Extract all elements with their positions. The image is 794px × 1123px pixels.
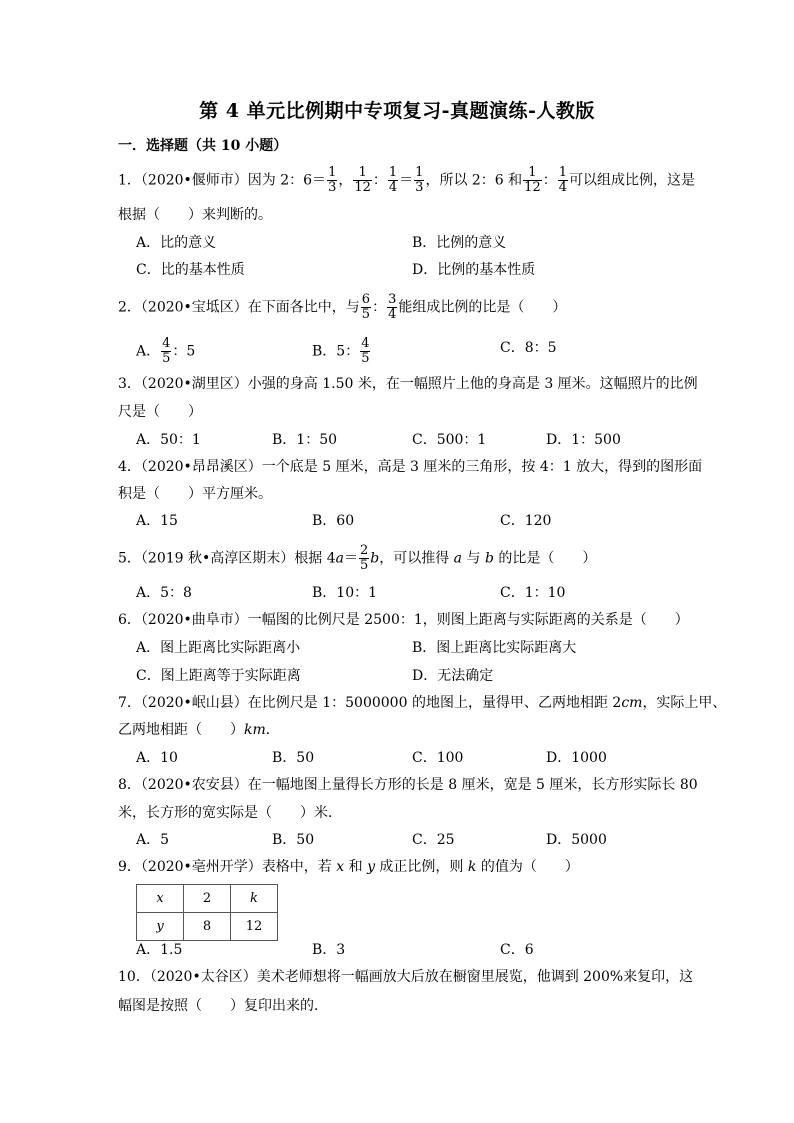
table-cell: 8 [184,913,231,941]
variable: a [453,550,463,567]
variable: x [336,859,345,875]
option-label: A． [136,343,161,360]
question-8-line-2: 米，长方形的宽实际是（ ）米． [118,805,342,821]
denominator: 3 [415,180,424,195]
unit: cm [621,695,643,711]
question-2-text: ： [372,299,387,316]
question-6-line-1: 6．（2020•曲阜市）一幅图的比例尺是 2500：1，则图上距离与实际距离的关系是（ ） [118,612,689,628]
numerator: 2 [359,543,369,558]
option-a[interactable]: A．图上距离比实际距离小 [136,640,301,656]
table-cell: k [231,885,278,913]
table-cell: x [137,885,184,913]
option-d[interactable]: D．1：500 [546,432,621,448]
numerator: 1 [523,166,542,181]
numerator: 4 [361,336,370,351]
table-cell: 12 [231,913,278,941]
option-c[interactable]: C．120 [500,513,552,529]
question-10-line-2: 幅图是按照（ ）复印出来的． [118,998,328,1014]
question-5-text: ＝ [343,550,358,567]
question-2-text: 能组成比例的比是（ ） [398,299,567,316]
fraction [361,293,371,322]
question-1-line-2: 根据（ ）来判断的。 [118,207,272,223]
proportion-table [136,884,278,941]
option-c[interactable]: C．100 [412,750,464,766]
fraction [360,337,370,366]
option-b[interactable] [312,337,371,366]
denominator: 12 [354,180,371,195]
question-3-line-2: 尺是（ ） [118,404,202,420]
option-d[interactable]: D．比例的基本性质 [412,262,536,278]
option-c[interactable]: C．图上距离等于实际距离 [136,668,301,684]
option-c[interactable]: C．8：5 [500,340,557,356]
table-cell: 2 [184,885,231,913]
question-1-text: ＝ [399,172,414,189]
fraction [161,337,171,366]
question-3-line-1: 3．（2020•湖里区）小强的身高 1.50 米，在一幅照片上他的身高是 3 厘米。这幅照片的比例 [118,376,698,392]
numerator: 1 [353,166,372,181]
option-d[interactable]: D．1000 [546,750,607,766]
question-5-text: 5．（2019 秋•高淳区期末）根据 4 [118,550,336,567]
page-title: 第 4 单元比例期中专项复习-真题演练-人教版 [199,100,595,122]
fraction [387,293,397,322]
denominator: 12 [524,180,541,195]
numerator: 4 [162,336,171,351]
option-a[interactable]: A．5 [136,832,170,848]
question-4-line-1: 4．（2020•昂昂溪区）一个底是 5 厘米，高是 3 厘米的三角形，按 4：1 放大，得到的图形面 [118,459,703,475]
table-cell: y [137,913,184,941]
option-c[interactable]: C．1：10 [500,585,566,601]
question-1-text: ， [338,172,353,189]
question-9-text: 的值为（ ） [476,859,579,875]
question-2-line-1 [118,293,566,322]
option-b[interactable]: B．10：1 [312,585,378,601]
numerator: 3 [388,292,397,307]
denominator: 5 [162,351,171,366]
question-7-text: ． [265,722,280,738]
question-1-text: 可以组成比例，这是 [569,172,695,189]
option-a[interactable]: A．1.5 [136,942,183,958]
numerator: 1 [388,165,398,180]
question-2-text: 2．（2020•宝坻区）在下面各比中，与 [118,299,360,316]
option-label: ：5 [172,343,196,360]
option-b[interactable]: B．50 [272,832,315,848]
question-7-text: 乙两地相距（ ） [118,722,244,738]
variable: b [484,550,494,567]
denominator: 5 [361,351,370,366]
question-7-line-1 [118,693,726,713]
question-1-text: ： [542,172,557,189]
option-a[interactable]: A．比的意义 [136,235,217,251]
question-5-text: 的比是（ ） [493,550,597,567]
option-b[interactable]: B．3 [312,942,346,958]
question-5-text: 与 [462,550,485,567]
fraction [327,166,337,195]
option-b[interactable]: B．比例的意义 [412,235,507,251]
numerator: 1 [328,165,337,180]
question-5-text: ，可以推得 [379,550,454,567]
table-row [137,913,278,941]
variable: y [367,859,375,875]
question-7-line-2 [118,720,280,740]
option-a[interactable]: A．5：8 [136,585,192,601]
option-b[interactable]: B．60 [312,513,355,529]
option-d[interactable]: D．无法确定 [412,668,494,684]
fraction [523,166,542,195]
question-1-text: ，所以 2：6 和 [425,172,523,189]
option-b[interactable]: B．图上距离比实际距离大 [412,640,577,656]
denominator: 5 [361,307,371,322]
option-c[interactable]: C．6 [500,942,534,958]
question-9-text: 9．（2020•亳州开学）表格中，若 [118,859,337,875]
option-b[interactable]: B．1：50 [272,432,338,448]
option-c[interactable]: C．比的基本性质 [136,262,245,278]
numerator: 1 [558,165,567,180]
option-b[interactable]: B．50 [272,750,315,766]
question-1-line-1 [118,166,695,195]
question-10-line-1: 10．（2020•太谷区）美术老师想将一幅画放大后放在橱窗里展览，他调到 200%来复印，这 [118,969,694,985]
option-d[interactable]: D．5000 [546,832,607,848]
section-heading: 一．选择题（共 10 小题） [118,138,288,154]
unit: km [244,722,266,738]
question-7-text: ，实际上甲、 [642,695,727,711]
fraction [388,166,398,195]
variable: k [467,859,477,875]
question-9-text: 成正比例，则 [374,859,468,875]
variable: a [335,550,344,567]
question-5-line-1 [118,544,596,573]
denominator: 4 [388,180,398,195]
option-a[interactable]: A．50：1 [136,432,201,448]
fraction [558,166,568,195]
question-4-line-2: 积是（ ）平方厘米。 [118,486,272,502]
table-row [137,885,278,913]
question-9-text: 和 [344,859,368,875]
option-a[interactable]: A．15 [136,513,178,529]
option-c[interactable]: C．25 [412,832,455,848]
option-label: B．5： [312,343,360,360]
question-1-text: ： [372,172,387,189]
variable: b [370,550,380,567]
question-8-line-1: 8．（2020•农安县）在一幅地图上量得长方形的长是 8 厘米，宽是 5 厘米，长方形实际长 80 [118,777,698,793]
option-a[interactable] [136,337,195,366]
question-9-line-1 [118,857,579,877]
question-1-text: 1．（2020•偃师市）因为 2：6＝ [118,172,327,189]
fraction [414,166,424,195]
denominator: 4 [558,180,567,195]
numerator: 6 [361,292,371,307]
fraction [353,166,372,195]
denominator: 4 [388,307,397,322]
fraction [359,544,369,573]
numerator: 1 [415,165,424,180]
option-a[interactable]: A．10 [136,750,178,766]
denominator: 5 [359,558,369,573]
denominator: 3 [328,180,337,195]
option-c[interactable]: C．500：1 [412,432,487,448]
question-7-text: 7．（2020•岷山县）在比例尺是 1：5000000 的地图上，量得甲、乙两地相距 2 [118,695,622,711]
